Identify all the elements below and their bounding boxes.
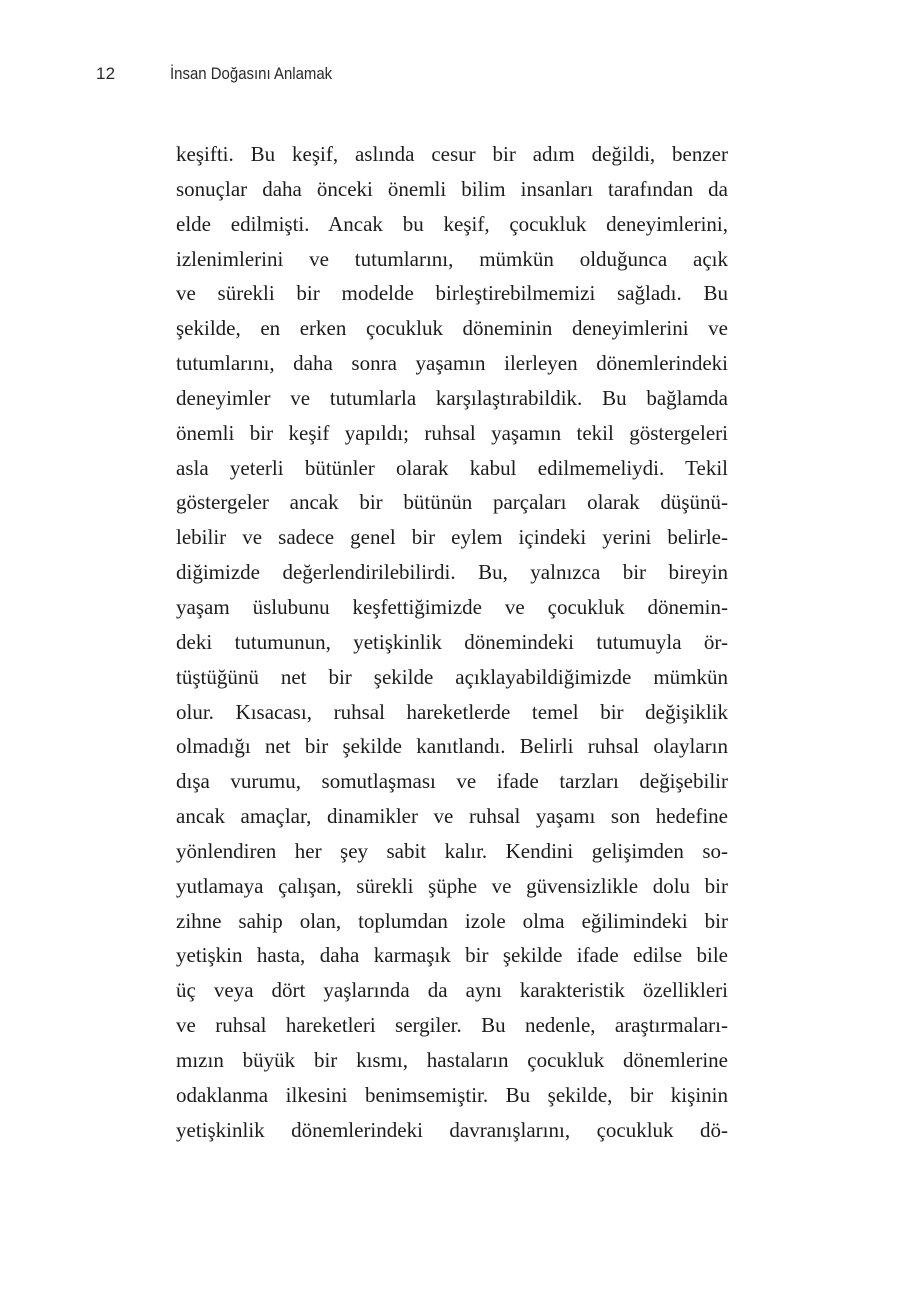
text-line: olmadığı net bir şekilde kanıtlandı. Belirli ruhsal olayların	[176, 734, 728, 759]
text-line: göstergeler ancak bir bütünün parçaları olarak düşünü-	[176, 490, 728, 515]
page-number: 12	[96, 64, 116, 83]
text-line: olur. Kısacası, ruhsal hareketlerde temel bir değişiklik	[176, 699, 728, 724]
text-line: önemli bir keşif yapıldı; ruhsal yaşamın tekil göstergeleri	[176, 420, 728, 445]
body-text	[176, 137, 728, 1147]
text-line: lebilir ve sadece genel bir eylem içindeki yerini belirle-	[176, 525, 728, 550]
text-line: ve ruhsal hareketleri sergiler. Bu nedenle, araştırmaları-	[176, 1013, 728, 1038]
text-line: mızın büyük bir kısmı, hastaların çocukluk dönemlerine	[176, 1047, 728, 1072]
text-line: ancak amaçlar, dinamikler ve ruhsal yaşamı son hedefine	[176, 804, 728, 829]
text-line: yutlamaya çalışan, sürekli şüphe ve güvensizlikle dolu bir	[176, 873, 728, 898]
text-line: yetişkinlik dönemlerindeki davranışlarını, çocukluk dö-	[176, 1117, 728, 1142]
text-line: yetişkin hasta, daha karmaşık bir şekilde ifade edilse bile	[176, 943, 728, 968]
text-line: yönlendiren her şey sabit kalır. Kendini gelişimden so-	[176, 838, 728, 863]
text-line: zihne sahip olan, toplumdan izole olma eğilimindeki bir	[176, 908, 728, 933]
text-line: dışa vurumu, somutlaşması ve ifade tarzları değişebilir	[176, 769, 728, 794]
text-line: asla yeterli bütünler olarak kabul edilmemeliydi. Tekil	[176, 455, 728, 480]
text-line: deneyimler ve tutumlarla karşılaştırabildik. Bu bağlamda	[176, 385, 728, 410]
text-line: elde edilmişti. Ancak bu keşif, çocukluk deneyimlerini,	[176, 211, 728, 236]
text-line: şekilde, en erken çocukluk döneminin deneyimlerini ve	[176, 316, 728, 341]
running-title: İnsan Doğasını Anlamak	[170, 64, 333, 83]
text-line: yaşam üslubunu keşfettiğimizde ve çocukluk dönemin-	[176, 594, 728, 619]
text-line: diğimizde değerlendirilebilirdi. Bu, yalnızca bir bireyin	[176, 560, 728, 585]
text-line: keşifti. Bu keşif, aslında cesur bir adım değildi, benzer	[176, 142, 728, 166]
text-line: tüştüğünü net bir şekilde açıklayabildiğimizde mümkün	[176, 664, 728, 689]
text-line: odaklanma ilkesini benimsemiştir. Bu şekilde, bir kişinin	[176, 1082, 728, 1107]
text-line: sonuçlar daha önceki önemli bilim insanları tarafından da	[176, 176, 728, 201]
text-line: üç veya dört yaşlarında da aynı karakteristik özellikleri	[176, 978, 728, 1003]
text-line: ve sürekli bir modelde birleştirebilmemizi sağladı. Bu	[176, 281, 728, 306]
text-line: izlenimlerini ve tutumlarını, mümkün olduğunca açık	[176, 246, 728, 271]
text-line: tutumlarını, daha sonra yaşamın ilerleyen dönemlerindeki	[176, 351, 728, 376]
text-line: deki tutumunun, yetişkinlik dönemindeki tutumuyla ör-	[176, 629, 728, 654]
